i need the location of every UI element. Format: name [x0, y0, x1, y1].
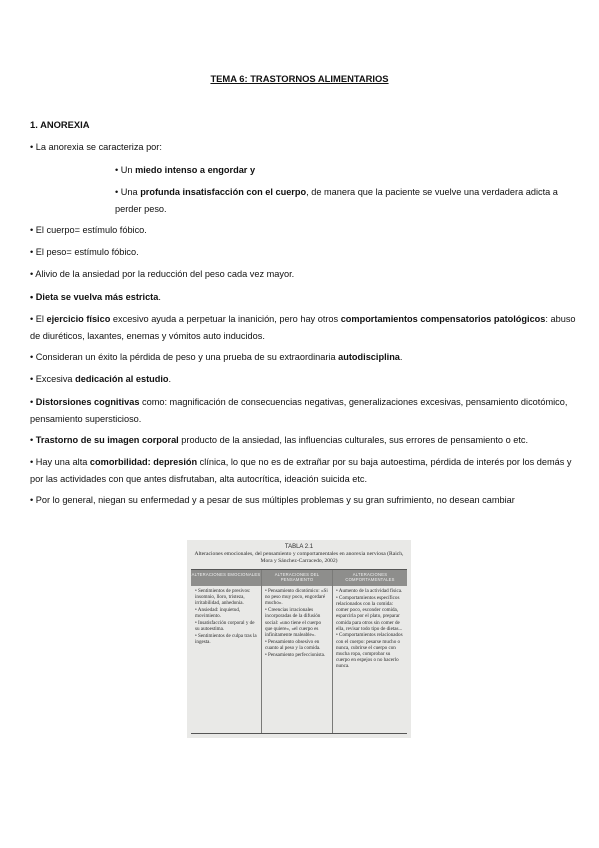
- table-column-emotional: [195, 588, 257, 646]
- text: • La anorexia se caracteriza por:: [30, 142, 162, 152]
- text: producto de la ansiedad, las influencias culturales, sus errores de pensamiento o etc.: [178, 435, 529, 445]
- paragraph: [30, 371, 578, 388]
- paragraph: [30, 492, 578, 509]
- text: .: [399, 352, 403, 362]
- paragraph: [30, 266, 578, 283]
- table-caption-block: [193, 544, 405, 565]
- text: .: [158, 292, 161, 302]
- bold-text: Distorsiones cognitivas: [35, 397, 140, 407]
- text: como: magnificación de consecuencias negativas, generalizaciones excesivas, pensamiento dicotómico, pensamiento supersticioso.: [30, 397, 568, 424]
- bold-text: comorbilidad: depresión: [89, 457, 198, 467]
- text: • Una: [115, 187, 141, 197]
- text: clínica, lo que no es de extrañar por su baja autoestima, pérdida de interés por los demás y por las actividades con que antes disfrutaban, alta autocrítica, ideación suicida etc.: [30, 457, 572, 484]
- table-cell: • Creencias irracionales incorporadas de la difusión social: «uno tiene el cuerpo que quiere», «el cuerpo es infinitamente maleable».: [265, 607, 322, 638]
- paragraph: [30, 222, 578, 239]
- table-cell: • Sentimientos de presivos: insomnio, lloro, tristeza, irritabilidad, anhedonia.: [195, 588, 251, 607]
- text: • Hay una alta: [30, 457, 90, 467]
- table-header-thought: ALTERACIONES DEL PENSAMIENTO: [262, 570, 332, 586]
- text: • Por lo general, niegan su enfermedad y a pesar de sus múltiples problemas y su gran sufrimiento, no desean cambiar: [30, 495, 515, 505]
- table-divider: [332, 570, 333, 734]
- text: : abuso de diuréticos, laxantes, enemas y vómitos auto inducidos.: [30, 314, 576, 341]
- table-header-behavioral: ALTERACIONES COMPORTAMENTALES: [333, 570, 407, 586]
- table-cell: • Comportamientos específicos relacionados con la comida: comer poco, esconder comida, esparcirla por el plato, preparar comida para otros sin comer de ella, revisar todo tipo de dietas...: [336, 594, 403, 632]
- text: .: [168, 374, 172, 384]
- text: • Excesiva: [30, 374, 76, 384]
- table-figure: [187, 540, 411, 738]
- table-header-emotional: ALTERACIONES EMOCIONALES: [191, 570, 261, 586]
- table-cell: • Comportamientos relacionados con el cuerpo: pesarse mucho o nunca, cubrirse el cuerpo con mucha ropa, comprobar su cuerpo en espejos o no hacerlo nunca.: [336, 632, 403, 670]
- text: • Consideran un éxito la pérdida de peso y una prueba de su extraordinaria: [30, 352, 339, 362]
- text: •: [30, 397, 36, 407]
- table-divider: [261, 570, 262, 734]
- paragraph: [30, 289, 578, 306]
- table-column-thought: [265, 588, 329, 658]
- table-caption: Alteraciones emocionales, del pensamiento y comportamentales en anorexia nerviosa (Raich, Mora y Sánchez-Carracedo, 2002): [194, 551, 404, 564]
- bold-text: autodisciplina: [338, 352, 400, 362]
- text: •: [30, 435, 36, 445]
- paragraph: [30, 139, 578, 156]
- text: • Alivio de la ansiedad por la reducción del peso cada vez mayor.: [30, 269, 295, 279]
- table-cell: • Insatisfacción corporal y de su autoestima.: [195, 620, 255, 633]
- section-heading: 1. ANOREXIA: [30, 119, 90, 130]
- text: • El peso= estímulo fóbico.: [30, 247, 139, 257]
- paragraph: [115, 184, 580, 218]
- bold-text: miedo intenso a engordar y: [135, 165, 256, 175]
- text: • El: [30, 314, 47, 324]
- bold-text: dedicación al estudio: [75, 374, 169, 384]
- bold-text: ejercicio físico: [46, 314, 111, 324]
- table-number: TABLA 2.1: [284, 544, 314, 550]
- text: , de manera que la paciente se vuelve una verdadera adicta a perder peso.: [115, 187, 558, 214]
- document-title: TEMA 6: TRASTORNOS ALIMENTARIOS: [210, 73, 389, 84]
- bold-text: Trastorno de su imagen corporal: [35, 435, 179, 445]
- paragraph: [30, 244, 578, 261]
- paragraph: [30, 454, 578, 488]
- table-cell: • Aumento de la actividad física.: [336, 588, 403, 594]
- paragraph: [30, 394, 578, 428]
- table-cell: • Pensamiento obsesivo en cuanto al peso y la comida.: [265, 638, 321, 651]
- table-cell: • Ansiedad: inquietud, movimiento.: [195, 607, 241, 620]
- text: • El cuerpo= estímulo fóbico.: [30, 225, 147, 235]
- table-cell: • Pensamiento perfeccionista.: [265, 651, 326, 658]
- bold-text: profunda insatisfacción con el cuerpo: [140, 187, 307, 197]
- paragraph: [115, 162, 580, 179]
- table-rule: [191, 733, 407, 734]
- paragraph: [30, 349, 578, 366]
- text: excesivo ayuda a perpetuar la inanición, pero hay otros: [110, 314, 341, 324]
- table-column-behavioral: [336, 588, 404, 670]
- paragraph: [30, 432, 578, 449]
- table-cell: • Pensamiento dicotómico: «Si no peso muy poco, engordaré mucho».: [265, 588, 328, 607]
- bold-text: comportamientos compensatorios patológicos: [340, 314, 546, 324]
- table-cell: • Sentimientos de culpa tras la ingesta.: [195, 632, 257, 646]
- bold-text: • Dieta se vuelva más estricta: [30, 292, 159, 302]
- paragraph: [30, 311, 578, 345]
- text: • Un: [115, 165, 136, 175]
